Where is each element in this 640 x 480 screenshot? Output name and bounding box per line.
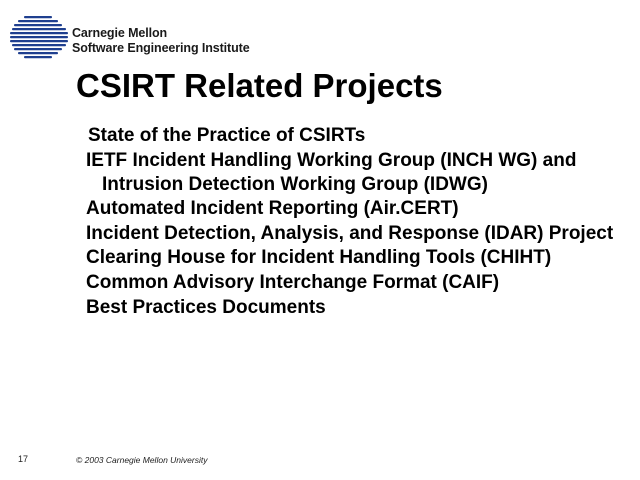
page-number: 17 — [18, 454, 29, 464]
logo-text-line1: Carnegie Mellon — [72, 26, 168, 40]
bullet-item: Clearing House for Incident Handling Tools (CHIHT) — [86, 247, 552, 269]
bullet-item: IETF Incident Handling Working Group (INCH WG) and Intrusion Detection Working Group (IDWG) — [86, 149, 577, 195]
bullet-item: Common Advisory Interchange Format (CAIF) — [86, 271, 500, 293]
bullet-item: Incident Detection, Analysis, and Response (IDAR) Project — [86, 222, 614, 244]
bullet-item: Automated Incident Reporting (Air.CERT) — [86, 198, 459, 220]
slide-title: CSIRT Related Projects — [76, 67, 443, 104]
globe-lines-icon — [10, 14, 68, 62]
logo-text-line2: Software Engineering Institute — [72, 41, 250, 55]
copyright-notice: © 2003 Carnegie Mellon University — [76, 455, 208, 465]
bullet-list — [86, 124, 626, 320]
bullet-item: State of the Practice of CSIRTs — [88, 125, 366, 146]
sei-logo — [10, 14, 290, 64]
bullet-item: Best Practices Documents — [86, 296, 326, 318]
